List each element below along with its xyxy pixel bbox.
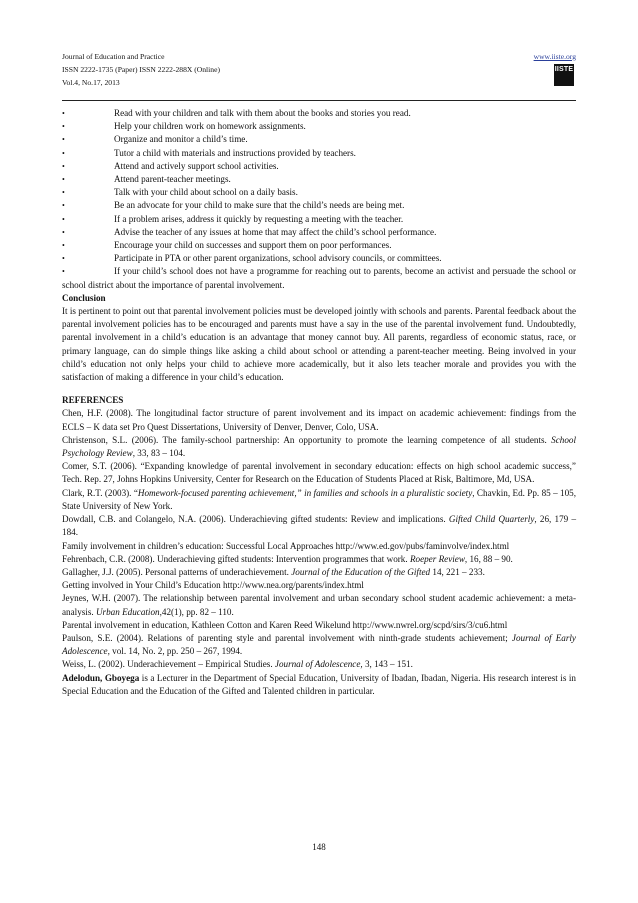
list-item: • Help your children work on homework assignments. xyxy=(62,120,576,133)
bullet-icon: • xyxy=(62,148,65,158)
reference-item: Weiss, L. (2002). Underachievement – Empirical Studies. Journal of Adolescence, 3, 143 – 151. xyxy=(62,659,413,670)
reference-item: Chen, H.F. (2008). The longitudinal factor structure of parent involvement and its impact on academic achievement: findings from the ECLS – K data set Pro Quest Dissertations, University of Denver, Denver, Colo, USA. xyxy=(62,408,576,432)
reference-item: Comer, S.T. (2006). “Expanding knowledge of parental involvement in secondary education: effects on high school academic success,” Tech. Rep. 27, Johns Hopkins University, Center for Research on the Education of Students Placed at Risk, Baltimore, Md, USA. xyxy=(62,461,576,485)
list-item: • Encourage your child on successes and support them on poor performances. xyxy=(62,239,576,252)
list-item: • Organize and monitor a child’s time. xyxy=(62,133,576,146)
bullet-icon: • xyxy=(62,175,65,185)
list-item: • Attend parent-teacher meetings. xyxy=(62,173,576,186)
conclusion-paragraph: It is pertinent to point out that parental involvement policies must be developed jointly with schools and parents. Parental feedback about the parental involvement policies has to be encouraged and parents must have a say in the use of the parental involvement fund. Undoubtedly, parental involvement in a child’s education is an advantage that money cannot buy. All parents, regardless of economic status, race, or primary language, can do simple things like asking a child about school or attending a parent-teacher meeting. Being involved in your child’s education not only helps your child to achieve more academically, but it also lets teacher morale and provides you with the satisfaction of making a difference in your child’s education. xyxy=(62,306,576,383)
list-item: • Attend and actively support school activities. xyxy=(62,160,576,173)
reference-item: Christenson, S.L. (2006). The family-school partnership: An opportunity to promote the learning competence of all students. School Psychology Review, 33, 83 – 104. xyxy=(62,434,576,459)
journal-name: Journal of Education and Practice xyxy=(62,52,165,61)
volume-line: Vol.4, No.17, 2013 xyxy=(62,78,120,87)
document-page xyxy=(62,50,576,698)
reference-list xyxy=(62,407,576,671)
list-item: • If a problem arises, address it quickly by requesting a meeting with the teacher. xyxy=(62,213,576,226)
bullet-list xyxy=(62,107,576,292)
list-item: • Be an advocate for your child to make sure that the child’s needs are being met. xyxy=(62,199,576,212)
reference-item: Paulson, S.E. (2004). Relations of parenting style and parental involvement with ninth-grade students achievement; Journal of Early Adolescence, vol. 14, No. 2, pp. 250 – 267, 1994. xyxy=(62,632,576,657)
bullet-icon: • xyxy=(62,122,65,132)
conclusion-heading: Conclusion xyxy=(62,292,106,303)
bullet-icon: • xyxy=(62,267,65,277)
page-header xyxy=(62,50,576,96)
bullet-icon: • xyxy=(62,254,65,264)
list-item: • Advise the teacher of any issues at home that may affect the child’s school performance. xyxy=(62,226,576,239)
bullet-icon: • xyxy=(62,227,65,237)
list-item: • Tutor a child with materials and instructions provided by teachers. xyxy=(62,147,576,160)
reference-item: Parental involvement in education, Kathleen Cotton and Karen Reed Wikelund http://www.nwrel.org/scpd/sirs/3/cu6.html xyxy=(62,619,508,630)
header-left xyxy=(62,50,576,89)
reference-item: Family involvement in children’s education: Successful Local Approaches http://www.ed.gov/pubs/faminvolve/index.html xyxy=(62,540,510,551)
bullet-icon: • xyxy=(62,109,65,118)
reference-item: Gallagher, J.J. (2005). Personal patterns of underachievement. Journal of the Education of the Gifted 14, 221 – 233. xyxy=(62,566,485,577)
bullet-icon: • xyxy=(62,188,65,198)
page-number: 148 xyxy=(312,842,326,852)
reference-item: Jeynes, W.H. (2007). The relationship between parental involvement and urban secondary school student academic achievement: a meta-analysis. Urban Education,42(1), pp. 82 – 110. xyxy=(62,593,576,617)
iiste-logo xyxy=(554,64,574,86)
author-bio: Adelodun, Gboyega is a Lecturer in the Department of Special Education, University of Ibadan, Ibadan, Nigeria. His research interest is in Special Education and the Education of the Gifted and Talented children in particular. xyxy=(62,672,576,696)
logo-text: IISTE xyxy=(554,66,574,73)
reference-item: Fehrenbach, C.R. (2008). Underachieving gifted students: Intervention programmes that work. Roeper Review, 16, 88 – 90. xyxy=(62,553,513,564)
issn-line: ISSN 2222-1735 (Paper) ISSN 2222-288X (Online) xyxy=(62,65,220,74)
bullet-icon: • xyxy=(62,201,65,211)
reference-item: Getting involved in Your Child’s Education http://www.nea.org/parents/index.html xyxy=(62,580,364,591)
reference-item: Clark, R.T. (2003). “Homework-focused parenting achievement,” in families and schools in a pluralistic society, Chavkin, Ed. Pp. 85 – 105, State University of New York. xyxy=(62,487,576,511)
list-item: • If your child’s school does not have a programme for reaching out to parents, become an activist and persuade the school or school district about the importance of parental involvement. xyxy=(62,266,576,290)
reference-item: Dowdall, C.B. and Colangelo, N.A. (2006). Underachieving gifted students: Review and implications. Gifted Child Quarterly, 26, 179 – 184. xyxy=(62,514,577,538)
list-item: • Read with your children and talk with them about the books and stories you read. xyxy=(62,107,576,120)
bullet-icon: • xyxy=(62,241,65,251)
list-item: • Participate in PTA or other parent organizations, school advisory councils, or committees. xyxy=(62,252,576,265)
bullet-icon: • xyxy=(62,135,65,145)
journal-url-link[interactable]: www.iiste.org xyxy=(533,52,576,61)
list-item: • Talk with your child about school on a daily basis. xyxy=(62,186,576,199)
bullet-icon: • xyxy=(62,161,65,171)
bullet-icon: • xyxy=(62,214,65,224)
header-divider xyxy=(62,100,576,101)
author-name: Adelodun, Gboyega xyxy=(62,672,140,683)
references-heading: REFERENCES xyxy=(62,395,124,406)
